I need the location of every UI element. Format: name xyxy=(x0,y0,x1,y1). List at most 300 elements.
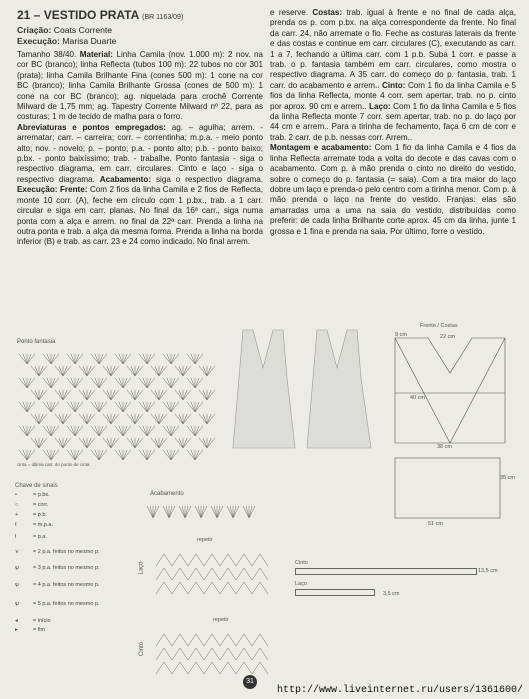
dress-front xyxy=(233,330,295,448)
legend-text: = 3 p.a. feitos no mesmo p. xyxy=(33,565,100,571)
zigzag-stitch xyxy=(156,554,164,566)
fan-stitch xyxy=(183,366,187,376)
fan-stitch xyxy=(115,354,123,364)
zigzag-stitch xyxy=(172,634,180,646)
fan-stitch xyxy=(67,426,75,436)
zigzag-stitch xyxy=(260,648,268,660)
fan-stitch xyxy=(183,390,187,400)
fan-stitch xyxy=(39,390,47,400)
fan-stitch xyxy=(195,378,199,388)
fan-stitch xyxy=(23,402,27,412)
shell-stitch xyxy=(246,506,249,518)
fan-stitch xyxy=(59,366,63,376)
fan-stitch xyxy=(23,354,27,364)
fan-stitch xyxy=(127,414,135,424)
fan-stitch xyxy=(87,414,91,424)
fan-stitch xyxy=(139,402,147,412)
page-number: 31 xyxy=(243,675,257,689)
shell-stitch xyxy=(166,506,169,518)
zigzag-stitch xyxy=(244,662,252,674)
fan-stitch xyxy=(27,354,35,364)
fan-stitch xyxy=(59,438,63,448)
fan-stitch xyxy=(27,450,31,460)
zigzag-stitch xyxy=(156,648,164,660)
fan-stitch xyxy=(99,354,107,364)
fan-stitch xyxy=(19,402,27,412)
zigzag-stitch xyxy=(156,582,164,594)
zigzag-stitch xyxy=(220,662,228,674)
fan-stitch xyxy=(91,378,99,388)
material-text: Linha Camila (nov. 1.000 m): 2 nov. na cor BC (branco); linha Reflecta (tubos 100 m): 22 tubos no cor 301 (prata); linha Camila Brilhante Fina (cones 500 m): 1 cone na cor BC (branco); linha Camila Brilhante Grossa (cones de 500 m): 1 cone na cor BC (branco); ag. niquelada para crochê Corrente Milward de 1,75 mm; ag. Tapestry Corrente Milward nº 22, para as costuras; 1 m de tecido de malha para o forro. xyxy=(17,50,264,122)
fan-stitch xyxy=(195,354,203,364)
laco-text: Com 1 fio da linha Camila e 5 fios da linha Reflecta monte 7 corr. sem apertar, trab. no p. do laço por 44 cm e arrem.. Para a tirinha de fechamento, faça 6 cm de corr e trab. 2 carr. de p.b. nessas corr. Arrem.. xyxy=(270,101,516,142)
fan-stitch xyxy=(95,354,99,364)
fan-stitch xyxy=(71,378,75,388)
legend-row xyxy=(15,618,51,624)
abbr-label: Abreviaturas e pontos empregados: xyxy=(17,122,166,132)
zigzag-stitch xyxy=(244,634,252,646)
fan-stitch xyxy=(167,354,171,364)
shell-stitch xyxy=(147,506,153,518)
exec-label: Execução: Frente: xyxy=(17,185,88,195)
zigzag-stitch xyxy=(180,554,188,566)
exec-text: Com 2 fios da linha Camila e 2 fios de Reflecta, monte 10 corr. (A), feche em círculo com 1 p.bx., trab. a 1 carr. circular e siga em carr. planas. No final da 16ª carr., siga numa ponta com a alça e arrem. no final da 22ª carr. Prenda a linha na outra ponta e trab. a alça da mesma forma. Prenda a linha na borda inferior (B) e trab. as carr. 23 e 24 como indicado. No final arrem. xyxy=(17,185,264,247)
fan-stitch xyxy=(99,426,107,436)
fan-stitch xyxy=(55,390,63,400)
legend-symbol: ƭ xyxy=(15,522,17,528)
fan-stitch xyxy=(103,414,111,424)
fan-stitch xyxy=(191,354,195,364)
shell-stitch xyxy=(217,506,220,518)
fan-stitch xyxy=(163,426,171,436)
zigzag-stitch xyxy=(236,648,244,660)
fan-stitch xyxy=(47,450,51,460)
zigzag-stitch xyxy=(188,582,196,594)
legend-symbol: • xyxy=(15,492,17,498)
fan-stitch xyxy=(87,366,95,376)
fan-stitch xyxy=(35,366,39,376)
fan-stitch xyxy=(95,378,99,388)
fan-stitch xyxy=(67,354,75,364)
fan-stitch xyxy=(87,438,91,448)
fan-stitch xyxy=(131,366,135,376)
legend-row xyxy=(15,549,100,555)
fan-stitch xyxy=(63,390,67,400)
shell-stitch xyxy=(227,506,233,518)
shell-stitch xyxy=(233,506,239,518)
execution-label: Execução: xyxy=(17,35,60,46)
frente-costas-schematic xyxy=(390,333,515,528)
fan-stitch xyxy=(99,426,103,436)
zigzag-stitch xyxy=(228,554,236,566)
fan-stitch xyxy=(75,378,83,388)
bodice-outline xyxy=(395,338,505,443)
fan-stitch xyxy=(43,402,51,412)
fan-stitch xyxy=(175,366,183,376)
fan-stitch xyxy=(151,414,159,424)
fan-stitch xyxy=(63,366,71,376)
fan-stitch xyxy=(71,402,75,412)
fan-stitch xyxy=(171,402,179,412)
fan-stitch xyxy=(119,354,123,364)
fan-stitch xyxy=(207,414,215,424)
fan-stitch xyxy=(111,366,115,376)
fan-stitch xyxy=(123,354,127,364)
fan-stitch xyxy=(95,426,99,436)
zigzag-stitch xyxy=(260,554,268,566)
fan-stitch xyxy=(147,378,151,388)
laco-label: Laço: xyxy=(369,101,391,111)
dim-cinto: 13,5 cm xyxy=(478,568,498,574)
fan-stitch xyxy=(123,378,131,388)
dress-back xyxy=(307,330,371,448)
fan-stitch xyxy=(31,366,39,376)
fan-stitch xyxy=(99,378,107,388)
zigzag-stitch xyxy=(188,554,196,566)
shell-stitch xyxy=(249,506,252,518)
legend-text: = m.p.a. xyxy=(33,522,54,528)
montagem-label: Montagem e acabamento: xyxy=(270,143,372,153)
fan-stitch xyxy=(119,378,123,388)
zigzag-stitch xyxy=(220,648,228,660)
shell-stitch xyxy=(185,506,191,518)
fan-stitch xyxy=(147,354,155,364)
pattern-title xyxy=(17,8,263,25)
shell-stitch xyxy=(169,506,172,518)
abbr-text: ag. – agulha; arrem. - arrematar; carr. – carreira; corr. – correntinha; m.p.a. - meio ponto alto; nov. - novelo; p. – ponto; p.a. - ponto alto; p.b. - ponto baixo; p.bx. - ponto baixíssimo; trab. - trabalhe. Ponto fantasia - siga o respectivo diagrama, em carr. circulares. Cinto e laço - siga o respectivo diagrama. xyxy=(17,122,263,184)
fan-stitch xyxy=(75,354,83,364)
fan-stitch xyxy=(43,426,51,436)
fan-stitch xyxy=(123,354,131,364)
fan-stitch xyxy=(59,414,63,424)
fan-stitch xyxy=(67,450,75,460)
fan-stitch xyxy=(31,390,39,400)
legend-row xyxy=(15,492,50,498)
cinto-diagram-label: Cinto xyxy=(139,641,146,657)
fan-stitch xyxy=(131,390,135,400)
shell-stitch xyxy=(243,506,249,518)
legend-symbol: ѱ xyxy=(15,601,19,607)
fan-stitch xyxy=(75,402,79,412)
fan-stitch xyxy=(55,414,63,424)
zigzag-stitch xyxy=(260,662,268,674)
fan-stitch xyxy=(87,414,95,424)
fan-stitch xyxy=(111,414,115,424)
fan-stitch xyxy=(143,450,147,460)
fan-stitch xyxy=(207,414,211,424)
zigzag-stitch xyxy=(236,662,244,674)
zigzag-stitch xyxy=(204,634,212,646)
legend-row xyxy=(15,512,47,518)
fan-stitch xyxy=(79,390,87,400)
zigzag-stitch xyxy=(228,568,236,580)
ponto-fantasia-label: Ponto fantasia xyxy=(17,339,56,345)
fan-stitch xyxy=(163,378,171,388)
zigzag-stitch xyxy=(164,662,172,674)
legend-row xyxy=(15,534,47,540)
fan-stitch xyxy=(151,366,159,376)
abbreviations-paragraph xyxy=(17,123,263,248)
fan-stitch xyxy=(111,390,119,400)
fan-stitch xyxy=(143,426,147,436)
fan-stitch xyxy=(111,414,119,424)
legend-title: Chave de sinais xyxy=(15,483,58,489)
zigzag-stitch xyxy=(204,568,212,580)
fan-stitch xyxy=(155,414,159,424)
fan-stitch xyxy=(67,378,75,388)
legend-text: = 5 p.a. feitos no mesmo p. xyxy=(33,601,100,607)
fan-stitch xyxy=(147,450,155,460)
zigzag-stitch xyxy=(220,554,228,566)
fan-stitch xyxy=(199,390,207,400)
fan-stitch xyxy=(19,450,27,460)
fan-stitch xyxy=(83,366,87,376)
zigzag-stitch xyxy=(172,648,180,660)
fan-stitch xyxy=(23,378,27,388)
zigzag-stitch xyxy=(172,568,180,580)
fan-stitch xyxy=(27,426,35,436)
fan-stitch xyxy=(39,366,43,376)
fan-stitch xyxy=(171,426,179,436)
zigzag-stitch xyxy=(252,662,260,674)
fan-stitch xyxy=(203,390,207,400)
fan-stitch xyxy=(51,450,59,460)
fan-stitch xyxy=(171,378,179,388)
reserve-text: e reserve. xyxy=(270,8,309,17)
fan-stitch xyxy=(35,414,39,424)
fan-stitch xyxy=(107,438,111,448)
fan-stitch xyxy=(111,438,115,448)
laco-diagram xyxy=(148,548,266,598)
bodice-diagonal-1 xyxy=(395,338,450,443)
fan-stitch xyxy=(27,378,35,388)
zigzag-stitch xyxy=(188,568,196,580)
acab-label: Acabamento: xyxy=(99,174,152,184)
fan-stitch xyxy=(99,402,103,412)
dim-9cm: 9 cm xyxy=(395,332,407,338)
fan-stitch xyxy=(103,438,111,448)
zigzag-stitch xyxy=(228,634,236,646)
fan-stitch xyxy=(107,414,111,424)
fan-stitch xyxy=(91,450,99,460)
fan-stitch xyxy=(155,390,159,400)
fan-stitch xyxy=(131,414,135,424)
fan-stitch xyxy=(163,450,171,460)
fan-stitch xyxy=(103,390,111,400)
fan-stitch xyxy=(159,414,167,424)
fan-stitch xyxy=(167,378,171,388)
material-label: Material: xyxy=(79,50,113,59)
fan-stitch xyxy=(103,366,111,376)
fan-stitch xyxy=(75,378,79,388)
fan-stitch xyxy=(191,378,195,388)
costas-label: Costas: xyxy=(312,8,343,17)
zigzag-stitch xyxy=(244,648,252,660)
zigzag-stitch xyxy=(196,648,204,660)
cinto-diagram xyxy=(148,628,266,678)
fan-stitch xyxy=(139,354,147,364)
shell-stitch xyxy=(201,506,204,518)
shell-stitch xyxy=(211,506,217,518)
fan-stitch xyxy=(75,450,83,460)
fan-stitch xyxy=(167,402,171,412)
zigzag-stitch xyxy=(252,568,260,580)
fan-stitch xyxy=(195,378,203,388)
shell-stitch xyxy=(195,506,201,518)
dim-22cm: 22 cm xyxy=(440,334,455,340)
zigzag-stitch xyxy=(220,568,228,580)
fan-stitch xyxy=(95,450,99,460)
legend-symbol: ▸ xyxy=(15,627,18,633)
fan-stitch xyxy=(79,414,87,424)
fan-stitch xyxy=(51,354,59,364)
fan-stitch xyxy=(159,414,163,424)
legend-row xyxy=(15,582,100,588)
zigzag-stitch xyxy=(212,568,220,580)
fan-stitch xyxy=(179,438,183,448)
zigzag-stitch xyxy=(204,662,212,674)
legend-text: = p.b. xyxy=(33,512,47,518)
fan-stitch xyxy=(95,402,99,412)
fan-stitch xyxy=(171,450,179,460)
fan-stitch xyxy=(43,450,51,460)
fan-stitch xyxy=(159,390,163,400)
fan-stitch xyxy=(147,402,155,412)
zigzag-stitch xyxy=(236,568,244,580)
fan-stitch xyxy=(59,390,63,400)
fan-stitch xyxy=(135,366,143,376)
zigzag-stitch xyxy=(244,582,252,594)
fan-stitch xyxy=(83,390,87,400)
fan-stitch xyxy=(35,438,39,448)
zigzag-stitch xyxy=(236,634,244,646)
zigzag-stitch xyxy=(212,554,220,566)
fan-stitch xyxy=(115,450,123,460)
zigzag-stitch xyxy=(164,568,172,580)
fan-stitch xyxy=(115,426,123,436)
zigzag-stitch xyxy=(196,634,204,646)
legend-text: = p.a. xyxy=(33,534,47,540)
cinto-bar-label: Cinto xyxy=(295,560,308,566)
fan-stitch xyxy=(143,402,147,412)
zigzag-stitch xyxy=(212,634,220,646)
fan-stitch xyxy=(159,438,167,448)
fan-stitch xyxy=(39,366,47,376)
fan-stitch xyxy=(39,414,43,424)
fan-stitch xyxy=(63,390,71,400)
fan-stitch xyxy=(75,426,79,436)
zigzag-stitch xyxy=(220,634,228,646)
fan-stitch xyxy=(75,450,79,460)
fan-stitch xyxy=(179,414,183,424)
laco-bar xyxy=(295,589,375,596)
shell-stitch xyxy=(198,506,201,518)
shell-stitch xyxy=(230,506,233,518)
legend-text: = início xyxy=(33,618,51,624)
fan-stitch xyxy=(179,366,183,376)
fan-stitch xyxy=(195,426,203,436)
fan-stitch xyxy=(195,354,199,364)
fan-stitch xyxy=(147,426,155,436)
shell-stitch xyxy=(163,506,169,518)
fan-stitch xyxy=(167,426,171,436)
legend-symbol: ƚ xyxy=(15,534,17,540)
fan-stitch xyxy=(79,366,87,376)
fan-stitch xyxy=(55,366,63,376)
zigzag-stitch xyxy=(228,648,236,660)
fan-stitch xyxy=(143,354,147,364)
fan-stitch xyxy=(199,414,207,424)
fan-stitch xyxy=(203,366,207,376)
fan-stitch xyxy=(195,426,199,436)
fan-stitch xyxy=(159,390,167,400)
fan-stitch xyxy=(163,354,171,364)
fan-stitch xyxy=(111,438,119,448)
fan-stitch xyxy=(159,366,163,376)
shell-stitch xyxy=(179,506,185,518)
zigzag-stitch xyxy=(196,582,204,594)
fan-stitch xyxy=(175,414,183,424)
fan-stitch xyxy=(123,402,127,412)
legend-row xyxy=(15,522,53,528)
zigzag-stitch xyxy=(156,634,164,646)
fan-stitch xyxy=(63,414,71,424)
montagem-text: Com 1 fio da linha Camila e 4 fios da linha Reflecta arremate toda a volta do decote e das cavas com o acabamento. Com p. à mão prenda o cinto no direito do vestido, sobre o começo do p. fantasia (= saia). Com a tira maior do laço dobre um laço e prenda-o pelo centro com a tirinha menor. Com p. à mão prenda o laço na frente do vestido. Franjas: elas são amarradas uma a uma na saia do vestido, distribuídas como preferir: de cada linha Brilhante corte aprox. 45 cm da linha, junte 1 grossa e 1 fina e prenda na saia. Por último, forre o vestido. xyxy=(270,143,516,236)
fan-stitch xyxy=(123,426,131,436)
legend-row xyxy=(15,601,100,607)
fan-stitch xyxy=(135,390,139,400)
fan-stitch xyxy=(135,366,139,376)
fan-stitch xyxy=(135,414,139,424)
dim-51cm: 51 cm xyxy=(428,521,443,527)
fan-stitch xyxy=(19,426,27,436)
zigzag-stitch xyxy=(172,582,180,594)
fan-stitch xyxy=(91,354,99,364)
fan-stitch xyxy=(147,354,151,364)
costas-text: trab. igual à frente e no final de cada alça, prenda os p. com p.bx. na alça correspondente da frente. No final da carr. 24, não arremate o fio. Feche as costuras laterais da frente e das costas e continue em carr. circulares (C), executando as carr. 1 a 7, fechando a última carr. com 1 p.b. Suba 1 corr. e passe a trab. o p. fantasia também em carr. circulares, como mostra o respectivo diagrama. A 35 carr. do começo do p. fantasia, trab. 1 carr. do acabamento e arrem.. xyxy=(270,8,516,90)
zigzag-stitch xyxy=(180,568,188,580)
fan-stitch xyxy=(19,378,27,388)
shell-stitch xyxy=(150,506,153,518)
shell-stitch xyxy=(249,506,255,518)
fan-stitch xyxy=(99,450,103,460)
zigzag-stitch xyxy=(260,582,268,594)
left-text-column xyxy=(17,8,263,248)
fan-stitch xyxy=(183,390,191,400)
zigzag-stitch xyxy=(212,582,220,594)
fan-stitch xyxy=(71,354,75,364)
fan-stitch xyxy=(191,450,195,460)
legend-symbol: ◂ xyxy=(15,618,18,624)
fan-stitch xyxy=(39,390,43,400)
fan-stitch xyxy=(119,450,123,460)
creation-label: Criação: xyxy=(17,25,52,35)
fan-stitch xyxy=(35,390,39,400)
fan-stitch xyxy=(195,402,199,412)
fan-stitch xyxy=(43,378,51,388)
size-text: Tamanho 38/40. xyxy=(17,50,77,59)
fan-stitch xyxy=(83,438,87,448)
right-text-column xyxy=(270,8,516,237)
fan-stitch xyxy=(127,438,135,448)
fan-stitch xyxy=(159,438,163,448)
fan-stitch xyxy=(135,414,143,424)
zigzag-stitch xyxy=(188,634,196,646)
legend-row xyxy=(15,627,45,633)
dim-laco: 3,5 cm xyxy=(383,591,400,597)
fan-stitch xyxy=(119,426,123,436)
fan-stitch xyxy=(19,354,27,364)
